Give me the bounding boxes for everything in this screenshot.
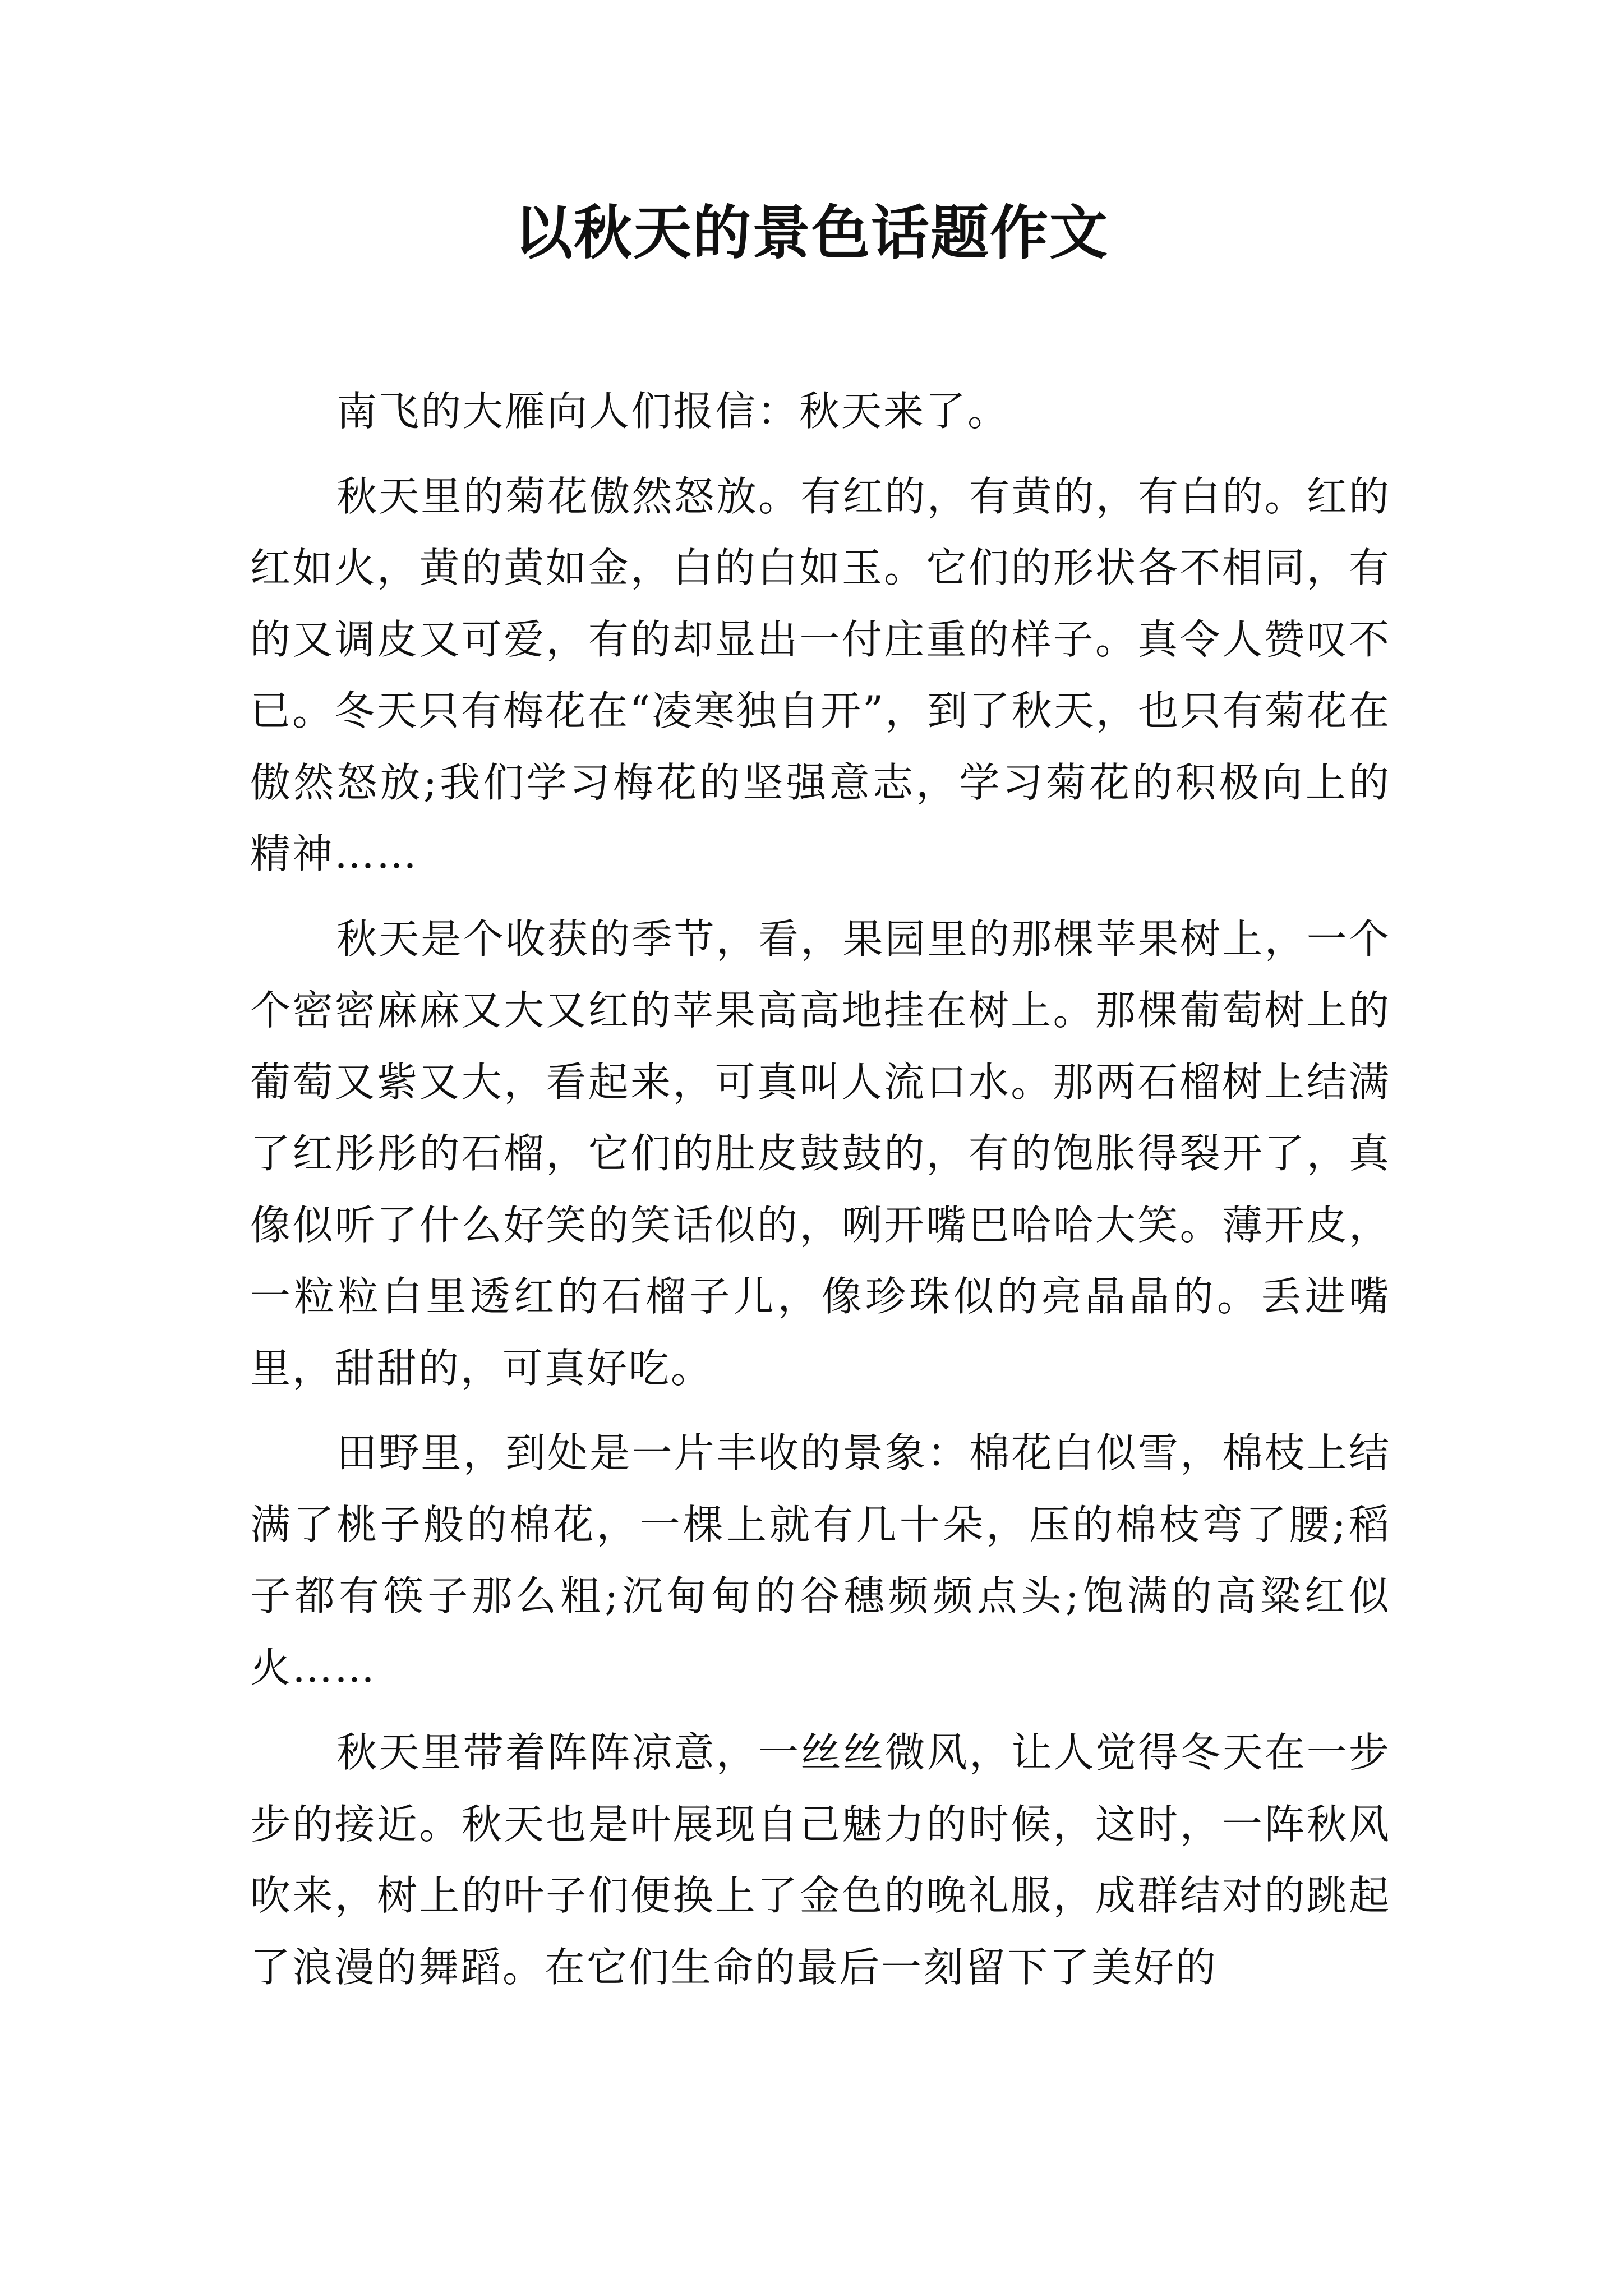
paragraph-3: 秋天是个收获的季节，看，果园里的那棵苹果树上，一个个密密麻麻又大又红的苹果高高地挂在树上。那棵葡萄树上的葡萄又紫又大，看起来，可真叫人流口水。那两石榴树上结满了红彤彤的石榴，它们的肚皮鼓鼓的，有的饱胀得裂开了，真像似听了什么好笑的笑话似的，咧开嘴巴哈哈大笑。薄开皮，一粒粒白里透红的石榴子儿，像珍珠似的亮晶晶的。丢进嘴里，甜甜的，可真好吃。 (250, 915, 1391, 1392)
document-body (250, 376, 1391, 2017)
paragraph-1: 南飞的大雁向人们报信：秋天来了。 (336, 388, 1010, 435)
document-title: 以秋天的景色话题作文 (514, 198, 1109, 267)
paragraph-4: 田野里，到处是一片丰收的景象：棉花白似雪，棉枝上结满了桃子般的棉花，一棵上就有几十朵，压的棉枝弯了腰;稻子都有筷子那么粗;沉甸甸的谷穗频频点头;饱满的高粱红似火…… (250, 1429, 1391, 1691)
paragraph-5: 秋天里带着阵阵凉意，一丝丝微风，让人觉得冬天在一步步的接近。秋天也是叶展现自己魅力的时候，这时，一阵秋风吹来，树上的叶子们便换上了金色的晚礼服，成群结对的跳起了浪漫的舞蹈。在它们生命的最后一刻留下了美好的 (250, 1729, 1391, 1991)
paragraph-2: 秋天里的菊花傲然怒放。有红的，有黄的，有白的。红的红如火，黄的黄如金，白的白如玉。它们的形状各不相同，有的又调皮又可爱，有的却显出一付庄重的样子。真令人赞叹不已。冬天只有梅花在“凌寒独自开”，到了秋天，也只有菊花在傲然怒放;我们学习梅花的坚强意志，学习菊花的积极向上的精神…… (250, 472, 1391, 877)
